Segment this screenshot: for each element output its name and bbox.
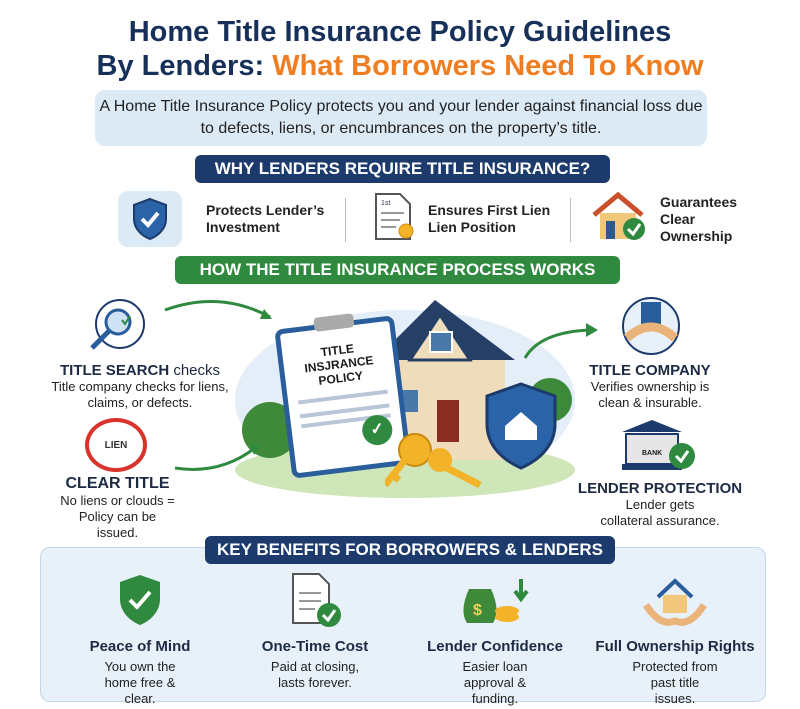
key-icon: [385, 430, 495, 495]
benefit-full-ownership: [585, 570, 765, 707]
title-prefix: By Lenders:: [96, 50, 265, 82]
bank-label: BANK: [642, 450, 663, 457]
intro-text: A Home Title Insurance Policy protects you and your lender against financial loss due to defects, liens, or encumbrances on the property’s title.: [95, 90, 707, 146]
step-title-search: [40, 362, 240, 411]
handshake-building-icon: [617, 296, 685, 363]
step-desc: Lender gets collateral assurance.: [600, 497, 720, 528]
arrow-icon: [520, 320, 600, 360]
benefit-lender-confidence: [405, 570, 585, 707]
policy-label: TITLE INSJRANCE POLICY: [303, 341, 375, 388]
why-item-label: Ensures First Lien Lien Position: [428, 202, 551, 235]
page-title-line2: [0, 48, 800, 84]
why-heading: WHY LENDERS REQUIRE TITLE INSURANCE?: [195, 155, 610, 183]
step-desc: Verifies ownership is clean & insurable.: [590, 379, 710, 410]
step-clear-title: [30, 475, 205, 541]
benefit-one-time-cost: [225, 570, 405, 691]
step-desc: Title company checks for liens, claims, or defects.: [51, 379, 229, 410]
no-lien-icon: [85, 418, 147, 472]
document-1st-icon: [372, 191, 418, 248]
title-highlight: What Borrowers Need To Know: [272, 50, 704, 82]
process-heading: HOW THE TITLE INSURANCE PROCESS WORKS: [175, 256, 620, 284]
step-title-company: [565, 362, 735, 411]
divider: [345, 198, 346, 242]
benefit-title: Full Ownership Rights: [595, 638, 755, 655]
why-item-protects: [118, 190, 336, 248]
magnifier-house-icon: [82, 298, 152, 361]
hands-house-icon: [585, 570, 765, 630]
shield-check-icon: [50, 570, 230, 630]
why-item-label: Protects Lender’s Investment: [206, 202, 325, 235]
benefit-peace-of-mind: [50, 570, 230, 707]
shield-house-icon: [483, 382, 559, 475]
benefit-desc: Protected from past title issues.: [632, 659, 718, 706]
arrow-icon: [170, 440, 265, 475]
benefit-desc: You own the home free & clear.: [104, 659, 176, 706]
step-title: LENDER PROTECTION: [577, 480, 743, 497]
check-badge-icon: ✓: [361, 413, 394, 446]
shield-check-icon: [118, 191, 182, 247]
step-title: TITLE SEARCH: [59, 362, 170, 379]
benefit-desc: Paid at closing, lasts forever.: [270, 659, 360, 690]
why-item-first-lien: [372, 190, 563, 248]
benefit-title: Peace of Mind: [89, 638, 191, 655]
step-lender-protection: [560, 480, 760, 529]
why-item-clear-ownership: [590, 190, 740, 248]
arrow-icon: [160, 295, 280, 325]
lien-icon-text: LIEN: [104, 439, 128, 451]
house-check-icon: [590, 191, 650, 248]
step-title: TITLE COMPANY: [589, 362, 711, 379]
document-check-icon: [225, 570, 405, 630]
money-bag-icon: [405, 570, 585, 630]
step-title: CLEAR TITLE: [65, 475, 170, 492]
svg-text:1st: 1st: [381, 199, 391, 207]
benefit-desc: Easier loan approval & funding.: [462, 659, 528, 706]
page-title-line1: Home Title Insurance Policy Guidelines: [128, 16, 672, 48]
svg-text:$: $: [473, 602, 482, 619]
step-title-suffix: checks: [169, 362, 221, 379]
benefit-title: Lender Confidence: [427, 638, 563, 655]
benefit-title: One-Time Cost: [261, 638, 369, 655]
bank-check-icon: [620, 418, 700, 477]
why-item-label: Guarantees Clear Ownership: [660, 193, 738, 244]
divider: [570, 198, 571, 242]
step-desc: No liens or clouds = Policy can be issued.: [60, 493, 175, 540]
benefits-heading: KEY BENEFITS FOR BORROWERS & LENDERS: [205, 536, 615, 564]
